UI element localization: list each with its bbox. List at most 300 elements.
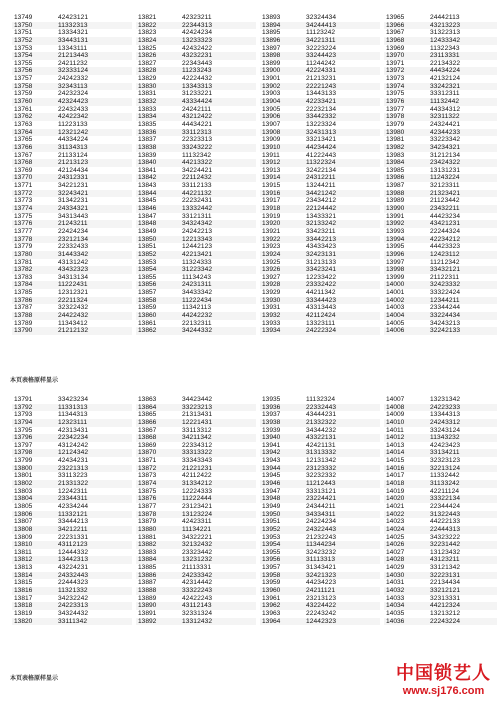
row-number: 13968 bbox=[386, 36, 405, 44]
key-code: 42344233 bbox=[430, 128, 461, 136]
row-number: 13817 bbox=[14, 594, 33, 602]
table-row bbox=[260, 396, 380, 404]
table-row bbox=[136, 549, 256, 557]
key-code: 44221132 bbox=[182, 189, 212, 197]
table-row bbox=[260, 427, 380, 435]
table-row bbox=[260, 129, 380, 137]
key-code: 12344211 bbox=[430, 296, 460, 304]
key-code: 22134322 bbox=[430, 59, 461, 67]
row-number: 13815 bbox=[14, 579, 33, 587]
table-row bbox=[260, 503, 380, 511]
row-number: 13806 bbox=[14, 510, 33, 518]
key-code: 12224333 bbox=[182, 487, 213, 495]
row-number: 13879 bbox=[138, 518, 157, 526]
table-row bbox=[12, 587, 132, 595]
key-code: 24222324 bbox=[306, 327, 337, 335]
row-number: 13919 bbox=[262, 212, 281, 220]
row-number: 13889 bbox=[138, 594, 157, 602]
key-code: 22221243 bbox=[306, 82, 337, 90]
key-code: 11222444 bbox=[182, 495, 212, 503]
key-code: 33213421 bbox=[306, 136, 337, 144]
key-code: 33212121 bbox=[430, 587, 461, 595]
table-row bbox=[136, 220, 256, 228]
table-row bbox=[12, 22, 132, 30]
row-number: 13975 bbox=[386, 90, 405, 98]
key-code: 32311322 bbox=[430, 113, 460, 121]
table-row bbox=[384, 113, 497, 121]
key-code: 44234223 bbox=[306, 579, 337, 587]
key-code: 11134243 bbox=[182, 273, 212, 281]
key-code: 11132342 bbox=[182, 151, 212, 159]
row-number: 13769 bbox=[14, 166, 33, 174]
row-number: 13861 bbox=[138, 319, 157, 327]
table-row bbox=[384, 465, 497, 473]
table-row bbox=[136, 159, 256, 167]
key-code: 31443342 bbox=[58, 250, 89, 258]
row-number: 13798 bbox=[14, 449, 33, 457]
row-number: 13848 bbox=[138, 220, 157, 228]
key-code: 12124342 bbox=[58, 449, 89, 457]
key-code: 34234321 bbox=[430, 143, 461, 151]
key-code: 21221231 bbox=[182, 464, 213, 472]
row-number: 13799 bbox=[14, 457, 33, 465]
key-code: 43322131 bbox=[306, 434, 337, 442]
table-row bbox=[260, 259, 380, 267]
row-number: 14020 bbox=[386, 495, 405, 503]
row-number: 13823 bbox=[138, 29, 157, 37]
table-row bbox=[384, 442, 497, 450]
key-code: 43131242 bbox=[58, 258, 89, 266]
table-column bbox=[136, 14, 256, 335]
key-code: 33242321 bbox=[430, 82, 461, 90]
key-code: 33111342 bbox=[58, 617, 88, 625]
row-number: 14002 bbox=[386, 296, 405, 304]
key-code: 42324423 bbox=[58, 98, 89, 106]
row-number: 13793 bbox=[14, 411, 33, 419]
row-number: 13983 bbox=[386, 151, 405, 159]
row-number: 13807 bbox=[14, 518, 33, 526]
table-row bbox=[136, 488, 256, 496]
row-number: 13901 bbox=[262, 75, 281, 83]
key-code: 44434221 bbox=[182, 120, 213, 128]
row-number: 13831 bbox=[138, 90, 157, 98]
row-number: 13940 bbox=[262, 434, 281, 442]
row-number: 14003 bbox=[386, 304, 405, 312]
row-number: 13906 bbox=[262, 113, 281, 121]
key-code: 43421231 bbox=[430, 220, 461, 228]
row-number: 13867 bbox=[138, 426, 157, 434]
table-row bbox=[136, 465, 256, 473]
row-number: 13809 bbox=[14, 533, 33, 541]
row-number: 13972 bbox=[386, 67, 405, 75]
table-row bbox=[136, 457, 256, 465]
row-number: 13958 bbox=[262, 571, 281, 579]
key-code: 32133242 bbox=[306, 220, 337, 228]
key-code: 31113313 bbox=[306, 556, 336, 564]
key-code: 11223133 bbox=[58, 120, 88, 128]
row-number: 13795 bbox=[14, 426, 33, 434]
key-code: 11222434 bbox=[182, 296, 212, 304]
key-code: 31134313 bbox=[58, 143, 88, 151]
table-row bbox=[136, 495, 256, 503]
row-number: 13931 bbox=[262, 304, 281, 312]
table-row bbox=[136, 610, 256, 618]
key-code: 13344313 bbox=[430, 411, 461, 419]
key-code: 42314442 bbox=[182, 579, 213, 587]
table-row bbox=[136, 144, 256, 152]
row-number: 13982 bbox=[386, 143, 405, 151]
key-code: 34244413 bbox=[306, 21, 337, 29]
key-code: 44211342 bbox=[306, 289, 336, 297]
key-code: 33343343 bbox=[182, 457, 213, 465]
key-code: 13123224 bbox=[182, 510, 213, 518]
table-row bbox=[384, 213, 497, 221]
key-code: 13332442 bbox=[182, 205, 213, 213]
table-row bbox=[136, 587, 256, 595]
row-number: 14016 bbox=[386, 464, 405, 472]
table-row bbox=[384, 45, 497, 53]
table-row bbox=[384, 511, 497, 519]
table-row bbox=[12, 75, 132, 83]
table-row bbox=[136, 572, 256, 580]
table-row bbox=[136, 52, 256, 60]
key-code: 24332443 bbox=[58, 571, 89, 579]
row-number: 13884 bbox=[138, 556, 157, 564]
row-number: 13893 bbox=[262, 14, 281, 21]
table-row bbox=[12, 205, 132, 213]
row-number: 13969 bbox=[386, 44, 405, 52]
table-row bbox=[12, 442, 132, 450]
key-code: 32333124 bbox=[58, 67, 89, 75]
key-code: 22132311 bbox=[182, 319, 212, 327]
key-code: 22444323 bbox=[58, 579, 89, 587]
key-code: 42124434 bbox=[58, 166, 89, 174]
table-row bbox=[12, 488, 132, 496]
row-number: 13834 bbox=[138, 113, 157, 121]
key-code: 33243124 bbox=[430, 426, 461, 434]
row-number: 13853 bbox=[138, 258, 157, 266]
key-code: 31322313 bbox=[430, 29, 461, 37]
table-row bbox=[260, 75, 380, 83]
key-code: 34212211 bbox=[58, 525, 88, 533]
key-code: 32313331 bbox=[430, 594, 461, 602]
row-number: 13829 bbox=[138, 75, 157, 83]
row-number: 13786 bbox=[14, 296, 33, 304]
key-code: 31313332 bbox=[306, 449, 337, 457]
key-code: 11134221 bbox=[182, 525, 212, 533]
key-code: 42434231 bbox=[58, 457, 89, 465]
table-row bbox=[384, 228, 497, 236]
key-code: 33444213 bbox=[58, 518, 89, 526]
table-row bbox=[12, 144, 132, 152]
row-number: 13910 bbox=[262, 143, 281, 151]
key-code: 22332443 bbox=[306, 403, 337, 411]
row-number: 13909 bbox=[262, 136, 281, 144]
row-number: 13865 bbox=[138, 411, 157, 419]
table-row bbox=[384, 259, 497, 267]
row-number: 13765 bbox=[14, 136, 33, 144]
key-code: 43432323 bbox=[58, 266, 89, 274]
row-number: 13877 bbox=[138, 502, 157, 510]
row-number: 14021 bbox=[386, 502, 405, 510]
row-number: 13808 bbox=[14, 525, 33, 533]
table-row bbox=[136, 427, 256, 435]
table-row bbox=[260, 411, 380, 419]
table-row bbox=[260, 610, 380, 618]
key-code: 32421323 bbox=[306, 571, 337, 579]
table-row bbox=[260, 304, 380, 312]
code-table-top bbox=[12, 14, 482, 335]
table-row bbox=[12, 556, 132, 564]
row-number: 13998 bbox=[386, 266, 405, 274]
key-code: 34344232 bbox=[306, 426, 337, 434]
table-row bbox=[384, 205, 497, 213]
table-row bbox=[136, 174, 256, 182]
row-number: 13868 bbox=[138, 434, 157, 442]
row-number: 13941 bbox=[262, 441, 281, 449]
row-number: 14033 bbox=[386, 594, 405, 602]
key-code: 33313322 bbox=[182, 449, 213, 457]
row-number: 13883 bbox=[138, 548, 157, 556]
table-row bbox=[384, 472, 497, 480]
row-number: 13825 bbox=[138, 44, 157, 52]
table-row bbox=[12, 136, 132, 144]
key-code: 12221431 bbox=[182, 418, 213, 426]
row-number: 13918 bbox=[262, 205, 281, 213]
table-row bbox=[260, 167, 380, 175]
row-number: 14013 bbox=[386, 441, 405, 449]
key-code: 34334311 bbox=[306, 510, 336, 518]
row-number: 13803 bbox=[14, 487, 33, 495]
key-code: 33344423 bbox=[306, 296, 337, 304]
row-number: 13921 bbox=[262, 227, 281, 235]
table-row bbox=[136, 419, 256, 427]
row-number: 13791 bbox=[14, 396, 33, 403]
row-number: 13752 bbox=[14, 36, 33, 44]
row-number: 13754 bbox=[14, 52, 33, 60]
key-code: 43444231 bbox=[306, 411, 337, 419]
table-row bbox=[260, 182, 380, 190]
table-row bbox=[12, 174, 132, 182]
key-code: 42423423 bbox=[430, 441, 461, 449]
row-number: 13858 bbox=[138, 296, 157, 304]
key-code: 42132124 bbox=[430, 75, 461, 83]
row-number: 13990 bbox=[386, 205, 405, 213]
table-row bbox=[12, 129, 132, 137]
table-row bbox=[260, 45, 380, 53]
key-code: 42424234 bbox=[182, 29, 213, 37]
key-code: 22244324 bbox=[430, 227, 461, 235]
key-code: 43112143 bbox=[182, 602, 212, 610]
key-code: 34211342 bbox=[182, 434, 212, 442]
row-number: 13830 bbox=[138, 82, 157, 90]
key-code: 43433423 bbox=[306, 243, 337, 251]
table-row bbox=[12, 549, 132, 557]
key-code: 32423131 bbox=[306, 250, 337, 258]
row-number: 13960 bbox=[262, 587, 281, 595]
key-code: 34221311 bbox=[306, 36, 336, 44]
table-row bbox=[260, 22, 380, 30]
table-row bbox=[260, 29, 380, 37]
key-code: 24232324 bbox=[58, 90, 89, 98]
table-row bbox=[12, 236, 132, 244]
code-table-bottom bbox=[12, 396, 482, 625]
key-code: 23432211 bbox=[430, 205, 460, 213]
table-row bbox=[136, 75, 256, 83]
table-row bbox=[12, 106, 132, 114]
row-number: 13938 bbox=[262, 418, 281, 426]
key-code: 43124242 bbox=[58, 441, 89, 449]
row-number: 13770 bbox=[14, 174, 33, 182]
key-code: 21213231 bbox=[306, 75, 337, 83]
row-number: 13756 bbox=[14, 67, 33, 75]
table-row bbox=[260, 205, 380, 213]
row-number: 13761 bbox=[14, 105, 33, 113]
table-row bbox=[12, 526, 132, 534]
key-code: 11332313 bbox=[58, 21, 88, 29]
key-code: 12444332 bbox=[58, 548, 89, 556]
row-number: 13785 bbox=[14, 289, 33, 297]
row-number: 13956 bbox=[262, 556, 281, 564]
table-row bbox=[384, 60, 497, 68]
table-row bbox=[136, 243, 256, 251]
key-code: 22124442 bbox=[306, 205, 337, 213]
key-code: 24322443 bbox=[306, 525, 337, 533]
table-row bbox=[260, 113, 380, 121]
key-code: 32223131 bbox=[430, 571, 461, 579]
table-row bbox=[260, 534, 380, 542]
row-number: 13927 bbox=[262, 273, 281, 281]
row-number: 13930 bbox=[262, 296, 281, 304]
row-number: 13789 bbox=[14, 319, 33, 327]
row-number: 13774 bbox=[14, 205, 33, 213]
row-number: 13851 bbox=[138, 243, 157, 251]
row-number: 13762 bbox=[14, 113, 33, 121]
row-number: 13822 bbox=[138, 21, 157, 29]
row-number: 13903 bbox=[262, 90, 281, 98]
key-code: 42313431 bbox=[58, 426, 89, 434]
table-row bbox=[260, 243, 380, 251]
key-code: 33423234 bbox=[58, 396, 89, 403]
row-number: 14014 bbox=[386, 449, 405, 457]
table-row bbox=[260, 526, 380, 534]
key-code: 34313443 bbox=[58, 212, 89, 220]
table-row bbox=[384, 572, 497, 580]
table-row bbox=[384, 167, 497, 175]
key-code: 12423112 bbox=[430, 250, 460, 258]
table-row bbox=[12, 449, 132, 457]
row-number: 13843 bbox=[138, 182, 157, 190]
table-row bbox=[136, 22, 256, 30]
table-row bbox=[136, 14, 256, 22]
table-row bbox=[384, 182, 497, 190]
key-code: 42224432 bbox=[182, 75, 213, 83]
table-row bbox=[384, 564, 497, 572]
table-column bbox=[260, 396, 380, 625]
key-code: 22334312 bbox=[182, 441, 213, 449]
key-code: 11344313 bbox=[58, 411, 88, 419]
row-number: 13842 bbox=[138, 174, 157, 182]
table-row bbox=[12, 465, 132, 473]
key-code: 44423323 bbox=[430, 243, 461, 251]
key-code: 13334321 bbox=[58, 29, 89, 37]
row-number: 14032 bbox=[386, 587, 405, 595]
row-number: 13753 bbox=[14, 44, 33, 52]
table-row bbox=[384, 90, 497, 98]
row-number: 13892 bbox=[138, 617, 157, 625]
key-code: 32324434 bbox=[306, 14, 337, 21]
row-number: 13962 bbox=[262, 602, 281, 610]
key-code: 23344244 bbox=[430, 304, 461, 312]
table-row bbox=[384, 518, 497, 526]
row-number: 13894 bbox=[262, 21, 281, 29]
table-row bbox=[384, 503, 497, 511]
key-code: 22332433 bbox=[58, 243, 89, 251]
table-row bbox=[384, 243, 497, 251]
table-column bbox=[384, 14, 497, 335]
row-number: 13974 bbox=[386, 82, 405, 90]
table-row bbox=[136, 518, 256, 526]
row-number: 13965 bbox=[386, 14, 405, 21]
key-code: 34324342 bbox=[182, 220, 213, 228]
key-code: 11332121 bbox=[58, 510, 88, 518]
table-column bbox=[12, 396, 132, 625]
table-row bbox=[384, 159, 497, 167]
row-number: 14025 bbox=[386, 533, 405, 541]
table-row bbox=[136, 45, 256, 53]
table-row bbox=[12, 243, 132, 251]
key-code: 22323313 bbox=[182, 136, 213, 144]
row-number: 14008 bbox=[386, 403, 405, 411]
table-row bbox=[12, 45, 132, 53]
row-number: 13899 bbox=[262, 59, 281, 67]
row-number: 13778 bbox=[14, 235, 33, 243]
table-row bbox=[384, 304, 497, 312]
key-code: 13131231 bbox=[430, 166, 461, 174]
row-number: 13751 bbox=[14, 29, 33, 37]
table-row bbox=[260, 281, 380, 289]
key-code: 22232431 bbox=[182, 197, 213, 205]
table-row bbox=[384, 419, 497, 427]
key-code: 11322343 bbox=[430, 44, 460, 52]
key-code: 42422243 bbox=[182, 594, 213, 602]
table-row bbox=[12, 281, 132, 289]
row-number: 13797 bbox=[14, 441, 33, 449]
table-row bbox=[136, 129, 256, 137]
row-number: 13863 bbox=[138, 396, 157, 403]
key-code: 32123311 bbox=[430, 182, 460, 190]
key-code: 42211124 bbox=[430, 487, 460, 495]
table-row bbox=[384, 266, 497, 274]
row-number: 13902 bbox=[262, 82, 281, 90]
key-code: 24344211 bbox=[306, 502, 336, 510]
key-code: 32422134 bbox=[306, 166, 337, 174]
row-number: 13818 bbox=[14, 602, 33, 610]
key-code: 23424322 bbox=[430, 159, 461, 167]
table-row bbox=[12, 610, 132, 618]
key-code: 11343232 bbox=[430, 434, 460, 442]
key-code: 22444313 bbox=[430, 525, 461, 533]
row-number: 13801 bbox=[14, 472, 33, 480]
table-row bbox=[384, 587, 497, 595]
row-number: 14031 bbox=[386, 579, 405, 587]
row-number: 14009 bbox=[386, 411, 405, 419]
table-row bbox=[12, 304, 132, 312]
row-number: 13953 bbox=[262, 533, 281, 541]
row-number: 13991 bbox=[386, 212, 405, 220]
row-number: 13824 bbox=[138, 36, 157, 44]
table-row bbox=[12, 83, 132, 91]
